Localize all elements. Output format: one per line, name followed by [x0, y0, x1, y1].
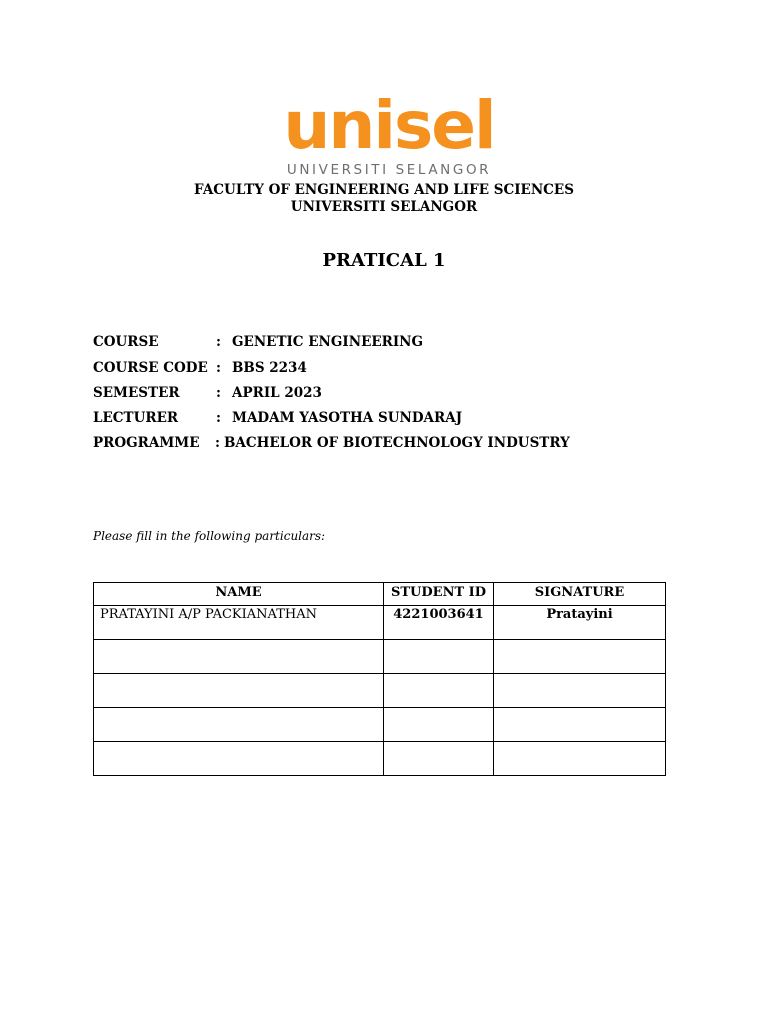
header-name: NAME: [94, 583, 384, 606]
signature-cell[interactable]: [494, 674, 666, 708]
table-row: [94, 640, 666, 674]
info-value: MADAM YASOTHA SUNDARAJ: [232, 410, 463, 426]
document-title: PRATICAL 1: [322, 250, 446, 271]
table-row: [94, 708, 666, 742]
table-row: [94, 606, 666, 640]
university-logo: [266, 87, 512, 180]
table-header-row: [94, 583, 666, 606]
instruction-text: Please fill in the following particulars:: [93, 529, 326, 543]
signature-cell[interactable]: [494, 742, 666, 776]
info-colon: :: [216, 334, 221, 350]
signature-cell[interactable]: [494, 640, 666, 674]
info-label: PROGRAMME: [93, 435, 200, 451]
signature-cell[interactable]: Pratayini: [494, 606, 666, 640]
info-label: LECTURER: [93, 410, 179, 426]
student-id-cell[interactable]: [384, 674, 494, 708]
student-id-cell[interactable]: [384, 742, 494, 776]
info-colon: :: [216, 385, 221, 401]
student-name-cell[interactable]: PRATAYINI A/P PACKIANATHAN: [94, 606, 384, 640]
table-row: [94, 742, 666, 776]
logo-wordmark: unisel: [283, 87, 495, 164]
info-value: APRIL 2023: [232, 385, 322, 401]
info-label: COURSE CODE: [93, 360, 208, 376]
faculty-heading: [0, 182, 768, 216]
info-value: GENETIC ENGINEERING: [232, 334, 424, 350]
student-name-cell[interactable]: [94, 742, 384, 776]
info-colon: :: [216, 410, 221, 426]
table-row: [94, 674, 666, 708]
header-student-id: STUDENT ID: [384, 583, 494, 606]
student-id-cell[interactable]: 4221003641: [384, 606, 494, 640]
university-name: UNIVERSITI SELANGOR: [290, 199, 478, 215]
info-value: BACHELOR OF BIOTECHNOLOGY INDUSTRY: [224, 435, 570, 451]
student-name-cell[interactable]: [94, 640, 384, 674]
logo-subtitle: UNIVERSITI SELANGOR: [286, 162, 492, 178]
student-name-cell[interactable]: [94, 674, 384, 708]
header-signature: SIGNATURE: [494, 583, 666, 606]
info-colon: :: [215, 435, 220, 451]
info-label: SEMESTER: [93, 385, 180, 401]
info-label: COURSE: [93, 334, 159, 350]
info-colon: :: [216, 360, 221, 376]
faculty-name: FACULTY OF ENGINEERING AND LIFE SCIENCES: [194, 182, 574, 198]
student-id-cell[interactable]: [384, 640, 494, 674]
particulars-table: [93, 582, 666, 776]
info-value: BBS 2234: [232, 360, 307, 376]
student-id-cell[interactable]: [384, 708, 494, 742]
signature-cell[interactable]: [494, 708, 666, 742]
student-name-cell[interactable]: [94, 708, 384, 742]
